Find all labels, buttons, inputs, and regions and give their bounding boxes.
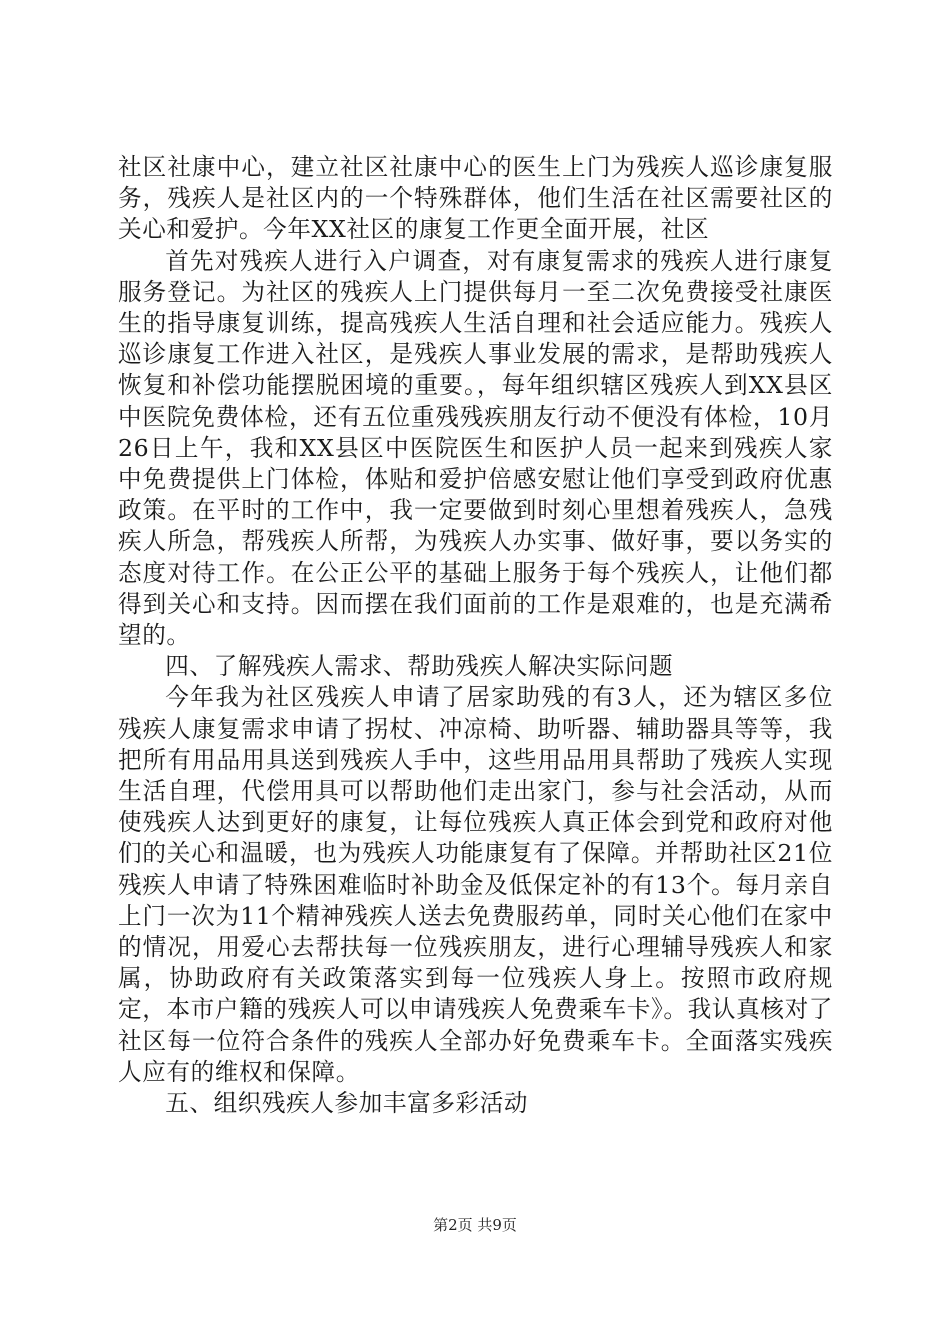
paragraph-rehab-survey: 首先对残疾人进行入户调查，对有康复需求的残疾人进行康复服务登记。为社区的残疾人上门提供每月一至二次免费接受社康医生的指导康复训练，提高残疾人生活自理和社会适应能力。残疾人巡诊康复工作进入社区，是残疾人事业发展的需求，是帮助残疾人恢复和补偿功能摆脱困境的重要。，每年组织辖区残疾人到XX县区中医院免费体检，还有五位重残残疾朋友行动不便没有体检，10月26日上午，我和XX县区中医院医生和医护人员一起来到残疾人家中免费提供上门体检，体贴和爱护倍感安慰让他们享受到政府优惠政策。在平时的工作中，我一定要做到时刻心里想着残疾人，急残疾人所急，帮残疾人所帮，为残疾人办实事、做好事，要以务实的态度对待工作。在公正公平的基础上服务于每个残疾人，让他们都得到关心和支持。因而摆在我们面前的工作是艰难的，也是充满希望的。 — [118, 246, 833, 650]
section-heading-5: 五、组织残疾人参加丰富多彩活动 — [165, 1089, 529, 1118]
section-heading-4: 四、了解残疾人需求、帮助残疾人解决实际问题 — [165, 652, 674, 681]
document-body — [118, 152, 833, 1119]
page-number-footer: 第2页 共9页 — [433, 1216, 517, 1234]
paragraph-assistance: 今年我为社区残疾人申请了居家助残的有3人，还为辖区多位残疾人康复需求申请了拐杖、冲凉椅、助听器、辅助器具等等，我把所有用品用具送到残疾人手中，这些用品用具帮助了残疾人实现生活自理，代偿用具可以帮助他们走出家门，参与社会活动，从而使残疾人达到更好的康复，让每位残疾人真正体会到党和政府对他们的关心和温暖，也为残疾人功能康复有了保障。并帮助社区21位残疾人申请了特殊困难临时补助金及低保定补的有13个。每月亲自上门一次为11个精神残疾人送去免费服药单，同时关心他们在家中的情况，用爱心去帮扶每一位残疾朋友，进行心理辅导残疾人和家属，协助政府有关政策落实到每一位残疾人身上。按照市政府规定，本市户籍的残疾人可以申请残疾人免费乘车卡》。我认真核对了社区每一位符合条件的残疾人全部办好免费乘车卡。全面落实残疾人应有的维权和保障。 — [118, 683, 833, 1086]
paragraph-intro: 社区社康中心，建立社区社康中心的医生上门为残疾人巡诊康复服务，残疾人是社区内的一个特殊群体，他们生活在社区需要社区的关心和爱护。今年XX社区的康复工作更全面开展，社区 — [118, 153, 833, 244]
